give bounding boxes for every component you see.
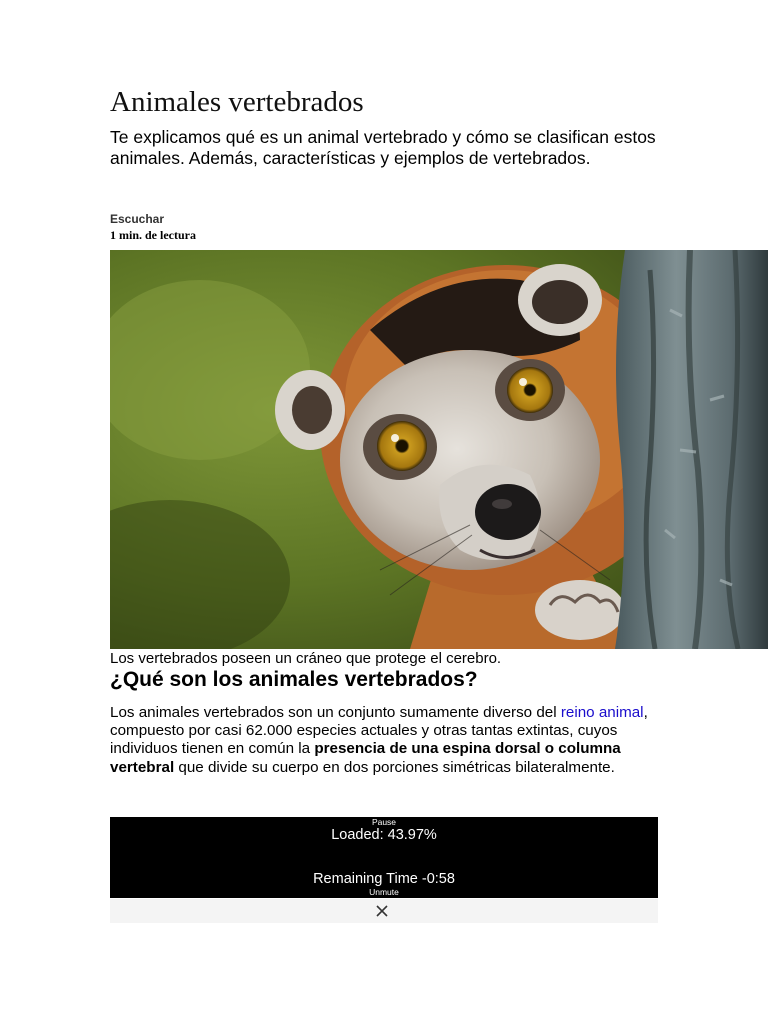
paragraph-bold-text: presencia de una espina dorsal o columna vertebral (110, 740, 621, 776)
body-paragraph (110, 704, 655, 777)
page-title: Animales vertebrados (110, 86, 364, 118)
paragraph-text: , compuesto por casi 62.000 especies actuales y otras tantas extintas, cuyos individuos tienen en común la (110, 704, 648, 758)
hero-image-lemur (110, 250, 768, 649)
read-time: 1 min. de lectura (110, 228, 196, 242)
close-icon[interactable] (374, 903, 390, 919)
remaining-time-text: Remaining Time -0:58 (313, 871, 455, 887)
article-subtitle: Te explicamos qué es un animal vertebrado y cómo se clasifican estos animales. Además, características y ejemplos de vertebrados. (110, 127, 656, 168)
listen-button[interactable]: Escuchar (110, 212, 165, 226)
unmute-button[interactable]: Unmute (369, 887, 399, 897)
image-caption: Los vertebrados poseen un cráneo que protege el cerebro. (110, 650, 502, 667)
video-player[interactable] (110, 817, 658, 898)
reino-animal-link[interactable]: reino animal (560, 704, 644, 721)
ad-close-bar (110, 899, 658, 923)
loaded-progress-text: Loaded: 43.97% (331, 827, 437, 843)
section-heading: ¿Qué son los animales vertebrados? (110, 668, 478, 691)
pause-button[interactable]: Pause (371, 817, 397, 827)
paragraph-text: Los animales vertebrados son un conjunto sumamente diverso del (110, 704, 561, 721)
paragraph-text: que divide su cuerpo en dos porciones simétricas bilateralmente. (174, 758, 615, 776)
